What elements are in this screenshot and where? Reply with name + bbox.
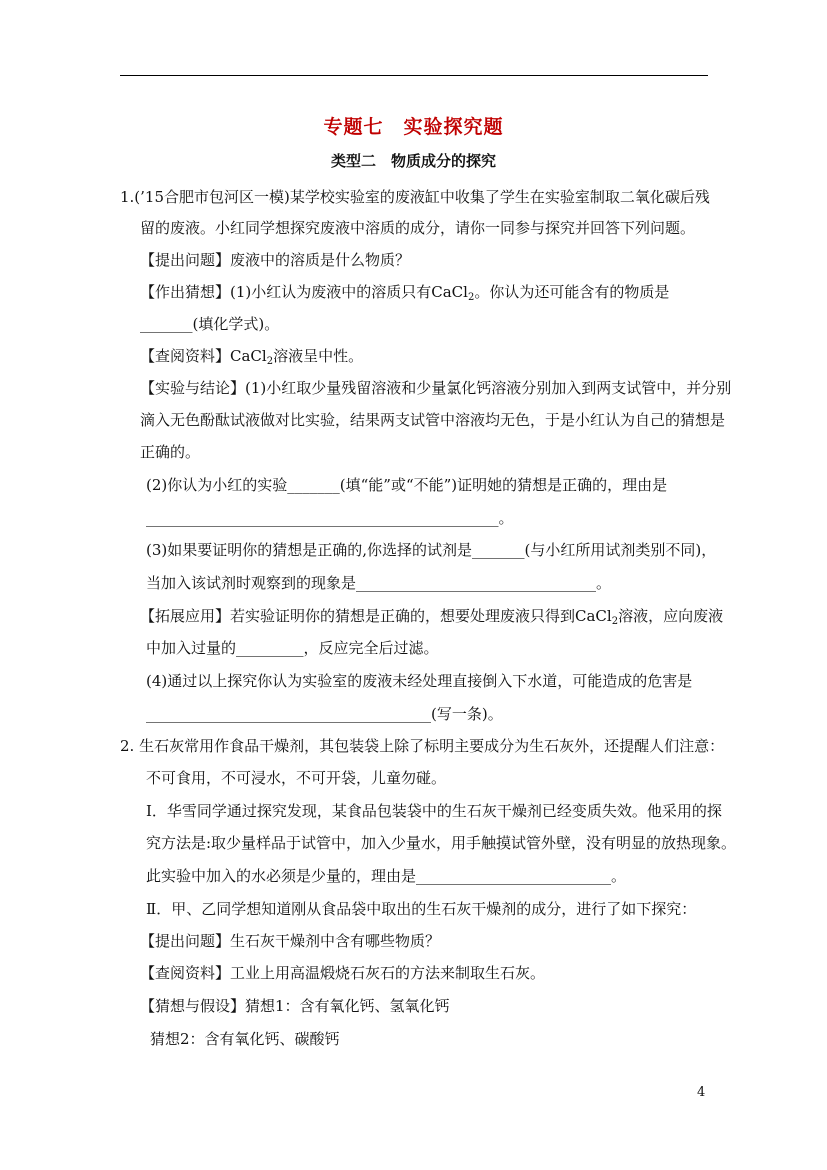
q1-line-7: 【实验与结论】(1)小红取少量残留溶液和少量氯化钙溶液分别加入到两支试管中，并分别 bbox=[140, 379, 732, 397]
q2-line-3: Ⅰ．华雪同学通过探究发现，某食品包装袋中的生石灰干燥剂已经变质失效。他采用的探 bbox=[146, 802, 722, 820]
q2-line-9: 【猜想与假设】猜想1：含有氧化钙、氢氧化钙 bbox=[140, 997, 450, 1015]
page-title: 专题七 实验探究题 bbox=[323, 116, 504, 138]
q2-line-1: 2. 生石灰常用作食品干燥剂，其包装袋上除了标明主要成分为生石灰外，还提醒人们注意： bbox=[120, 737, 725, 755]
q1-line-8: 滴入无色酚酞试液做对比实验，结果两支试管中溶液均无色，于是小红认为自己的猜想是 bbox=[140, 411, 726, 429]
q1-line-6-text-b: 溶液呈中性。 bbox=[273, 347, 364, 365]
q2-line-10: 猜想2：含有氧化钙、碳酸钙 bbox=[150, 1030, 340, 1048]
q1-line-3: 【提出问题】废液中的溶质是什么物质？ bbox=[140, 251, 411, 269]
q1-line-5: _______(填化学式)。 bbox=[140, 315, 280, 333]
q1-line-14-text-b: 溶液，应向废液 bbox=[618, 607, 724, 625]
q1-line-2: 留的废液。小红同学想探究废液中溶质的成分，请你一同参与探究并回答下列问题。 bbox=[140, 219, 696, 237]
q1-line-17: ______________________________________(写一条)。 bbox=[146, 705, 503, 723]
q1-line-4 bbox=[140, 282, 669, 308]
header-rule bbox=[120, 75, 708, 76]
q1-line-14 bbox=[140, 606, 723, 632]
q1-line-4-subscript: 2 bbox=[467, 292, 475, 303]
q1-line-1: 1.(’15合肥市包河区一模)某学校实验室的废液缸中收集了学生在实验室制取二氧化碳后残 bbox=[120, 188, 710, 206]
q1-line-16: (4)通过以上探究你认为实验室的废液未经处理直接倒入下水道，可能造成的危害是 bbox=[146, 672, 693, 690]
q2-line-6: Ⅱ．甲、乙同学想知道刚从食品袋中取出的生石灰干燥剂的成分，进行了如下探究： bbox=[146, 900, 697, 918]
q1-line-14-text-a: 【拓展应用】若实验证明你的猜想是正确的，想要处理废液只得到CaCl bbox=[140, 607, 612, 625]
q2-line-8: 【查阅资料】工业上用高温煅烧石灰石的方法来制取生石灰。 bbox=[140, 964, 546, 982]
q1-line-4-text-b: 。你认为还可能含有的物质是 bbox=[474, 283, 670, 301]
q2-line-4: 究方法是:取少量样品于试管中，加入少量水，用手触摸试管外壁，没有明显的放热现象。 bbox=[146, 834, 737, 852]
q1-line-6-text-a: 【查阅资料】CaCl bbox=[140, 347, 267, 365]
q1-line-14-subscript: 2 bbox=[611, 616, 619, 627]
q1-line-10: (2)你认为小红的实验_______(填“能”或“不能”)证明她的猜想是正确的，理由是 bbox=[146, 476, 668, 494]
q2-line-2: 不可食用，不可浸水，不可开袋，儿童勿碰。 bbox=[146, 769, 447, 787]
q1-line-4-text-a: 【作出猜想】(1)小红认为废液中的溶质只有CaCl bbox=[140, 283, 468, 301]
section-subtitle: 类型二 物质成分的探究 bbox=[330, 152, 496, 170]
q1-line-9: 正确的。 bbox=[140, 443, 201, 461]
q1-line-6-subscript: 2 bbox=[266, 356, 274, 367]
page-number: 4 bbox=[697, 1085, 706, 1100]
q2-line-5: 此实验中加入的水必须是少量的，理由是__________________________。 bbox=[146, 867, 627, 885]
q1-line-11: _______________________________________________。 bbox=[146, 509, 514, 527]
q1-line-13: 当加入该试剂时观察到的现象是________________________________。 bbox=[146, 574, 612, 592]
q1-line-6 bbox=[140, 346, 363, 372]
q1-line-15: 中加入过量的_________，反应完全后过滤。 bbox=[146, 639, 439, 657]
q2-line-7: 【提出问题】生石灰干燥剂中含有哪些物质？ bbox=[140, 932, 441, 950]
q1-line-12: (3)如果要证明你的猜想是正确的,你选择的试剂是_______(与小红所用试剂类别不同)， bbox=[146, 541, 717, 559]
